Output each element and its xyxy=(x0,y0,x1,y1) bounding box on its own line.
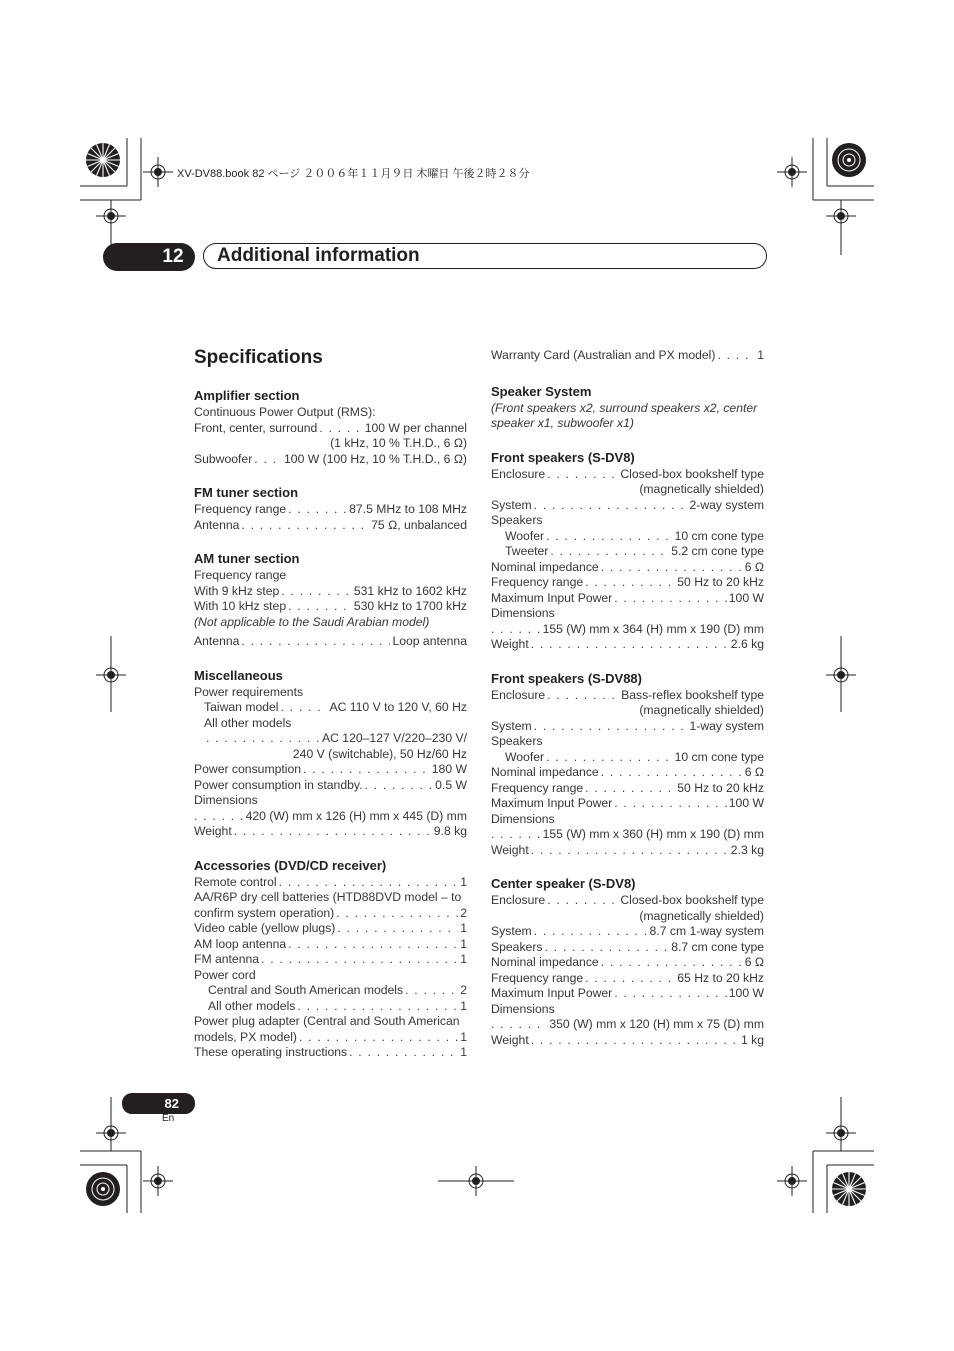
spec-row xyxy=(194,952,467,968)
spec-value: 100 W (100 Hz, 10 % T.H.D., 6 Ω) xyxy=(284,451,467,466)
miscellaneous-section xyxy=(194,668,467,840)
spec-value: 10 cm cone type xyxy=(674,528,764,543)
spec-row xyxy=(491,1017,764,1033)
spec-line: (magnetically shielded) xyxy=(639,703,764,717)
spec-value: 2 xyxy=(460,905,467,920)
spec-label: Enclosure xyxy=(491,893,546,907)
spec-value: 1 xyxy=(460,936,467,951)
front-speakers-sdv88-section xyxy=(491,671,764,859)
spec-label: Antenna xyxy=(194,517,240,532)
spec-line: (magnetically shielded) xyxy=(639,908,764,923)
spec-label: Nominal impedance xyxy=(491,955,599,969)
chapter-title: Additional information xyxy=(217,245,420,266)
spec-row xyxy=(491,750,764,766)
spec-row xyxy=(491,622,764,638)
section-title: Accessories (DVD/CD receiver) xyxy=(194,857,387,873)
spec-label: Weight xyxy=(194,824,232,838)
spec-row xyxy=(194,452,467,468)
spec-label: Tweeter xyxy=(505,544,549,558)
spec-line: Dimensions xyxy=(194,793,258,807)
spec-row xyxy=(194,421,467,437)
spec-line: AA/R6P dry cell batteries (HTD88DVD model – to xyxy=(194,890,462,904)
spec-row xyxy=(491,955,764,971)
spec-label: Maximum Input Power xyxy=(491,986,613,1000)
spec-row xyxy=(491,924,764,940)
section-title: AM tuner section xyxy=(194,551,300,566)
spec-label: Frequency range xyxy=(491,575,584,589)
spec-line: Power plug adapter (Central and South American xyxy=(194,1014,460,1028)
spec-label: Weight xyxy=(491,1032,529,1047)
page-title: Specifications xyxy=(194,347,323,368)
spec-label: System xyxy=(491,497,532,512)
spec-label: FM antenna xyxy=(194,952,260,966)
spec-line: Dimensions xyxy=(491,606,555,620)
spec-value: 531 kHz to 1602 kHz xyxy=(353,583,467,598)
spec-label: Taiwan model xyxy=(204,700,279,714)
spec-value: 65 Hz to 20 kHz xyxy=(677,970,764,985)
section-title: Amplifier section xyxy=(194,388,300,403)
spec-value: 2.6 kg xyxy=(730,637,764,651)
spec-line: Speakers xyxy=(491,513,543,527)
spec-line: All other models xyxy=(204,715,292,730)
spec-label: Enclosure xyxy=(491,466,546,481)
spec-value: 100 W xyxy=(728,986,764,1000)
spec-row xyxy=(194,762,467,778)
spec-label: Maximum Input Power xyxy=(491,590,613,605)
spec-line: Power requirements xyxy=(194,684,304,699)
spec-row xyxy=(194,731,467,747)
spec-row xyxy=(491,796,764,812)
spec-row xyxy=(491,637,764,653)
spec-value: Bass-reflex bookshelf type xyxy=(621,687,764,702)
spec-line: Speakers xyxy=(491,734,543,748)
spec-label: Woofer xyxy=(505,749,545,764)
spec-value: 155 (W) mm x 364 (H) mm x 190 (D) mm xyxy=(542,621,764,636)
spec-value: 2.3 kg xyxy=(730,842,764,857)
spec-row xyxy=(194,1045,467,1061)
spec-value: 2-way system xyxy=(689,497,764,512)
spec-line: Continuous Power Output (RMS): xyxy=(194,405,376,419)
spec-value: 6 Ω xyxy=(744,765,764,779)
spec-value: Loop antenna xyxy=(392,634,467,648)
left-column xyxy=(194,346,467,1079)
spec-label: System xyxy=(491,924,532,938)
spec-value: 1 xyxy=(460,998,467,1013)
accessories-section xyxy=(194,858,467,1061)
page-number-badge xyxy=(122,1093,195,1114)
spec-label: Nominal impedance xyxy=(491,765,599,779)
spec-label: Remote control xyxy=(194,874,277,889)
spec-value: 9.8 kg xyxy=(433,824,467,838)
spec-row xyxy=(491,719,764,735)
spec-row xyxy=(491,765,764,781)
spec-value: 350 (W) mm x 120 (H) mm x 75 (D) mm xyxy=(549,1017,764,1031)
spec-label: Front, center, surround xyxy=(194,420,318,435)
spec-value: 1 xyxy=(460,1029,467,1044)
spec-value: 1 xyxy=(460,921,467,935)
spec-row xyxy=(491,498,764,514)
spec-value: AC 110 V to 120 V, 60 Hz xyxy=(329,700,467,714)
amplifier-section xyxy=(194,388,467,467)
spec-label: Frequency range xyxy=(491,970,584,985)
spec-row xyxy=(194,1030,467,1046)
spec-label: Power consumption xyxy=(194,762,302,776)
spec-row xyxy=(491,591,764,607)
spec-row xyxy=(194,809,467,825)
right-column xyxy=(491,346,764,1066)
spec-value: 5.2 cm cone type xyxy=(671,544,764,558)
spec-row xyxy=(194,937,467,953)
spec-row xyxy=(194,778,467,794)
spec-label: Central and South American models xyxy=(208,983,404,997)
spec-label: All other models xyxy=(208,998,296,1013)
spec-label: Frequency range xyxy=(491,780,584,795)
section-title: FM tuner section xyxy=(194,485,299,500)
spec-row xyxy=(491,986,764,1002)
spec-label: Woofer xyxy=(505,528,545,543)
spec-label: With 10 kHz step xyxy=(194,599,287,613)
chapter-number: 12 xyxy=(162,246,184,267)
spec-value: 2 xyxy=(460,983,467,997)
spec-row xyxy=(491,560,764,576)
spec-label: Weight xyxy=(491,637,529,651)
spec-value: 75 Ω, unbalanced xyxy=(371,517,467,532)
spec-value: 180 W xyxy=(431,762,467,776)
spec-value: 8.7 cm cone type xyxy=(671,939,764,954)
spec-row xyxy=(491,843,764,859)
spec-value: 420 (W) mm x 126 (H) mm x 445 (D) mm xyxy=(245,808,467,823)
spec-value: 6 Ω xyxy=(744,559,764,574)
chapter-number-badge xyxy=(103,243,195,271)
section-title: Miscellaneous xyxy=(194,667,283,683)
spec-row xyxy=(491,1033,764,1049)
spec-row xyxy=(194,634,467,650)
spec-row xyxy=(194,824,467,840)
spec-label: Speakers xyxy=(491,939,543,954)
spec-row xyxy=(194,999,467,1015)
spec-value: 100 W xyxy=(728,796,764,810)
spec-line: Dimensions xyxy=(491,1001,555,1016)
spec-label: Maximum Input Power xyxy=(491,796,613,810)
spec-value: 87.5 MHz to 108 MHz xyxy=(349,502,467,516)
spec-row xyxy=(491,348,764,364)
front-speakers-sdv8-section xyxy=(491,450,764,653)
spec-value: Closed-box bookshelf type xyxy=(620,893,764,907)
spec-value: 6 Ω xyxy=(744,955,764,969)
chapter-title-box xyxy=(203,243,767,269)
center-speaker-sdv8-section xyxy=(491,876,764,1048)
spec-row xyxy=(491,781,764,797)
spec-label: Nominal impedance xyxy=(491,559,599,574)
spec-label: models, PX model) xyxy=(194,1029,297,1044)
spec-line: Frequency range xyxy=(194,568,287,582)
spec-row xyxy=(491,893,764,909)
spec-value: 100 W xyxy=(728,590,764,605)
spec-label: Antenna xyxy=(194,634,240,648)
page-language: En xyxy=(162,1113,175,1124)
section-title: Front speakers (S-DV8) xyxy=(491,449,635,465)
spec-value: 10 cm cone type xyxy=(674,749,764,764)
spec-value: 1 kg xyxy=(740,1032,764,1047)
spec-value: Closed-box bookshelf type xyxy=(620,466,764,481)
section-title: Front speakers (S-DV88) xyxy=(491,670,642,686)
spec-row xyxy=(491,575,764,591)
spec-label: Video cable (yellow plugs) xyxy=(194,921,336,935)
spec-value: 1 xyxy=(460,952,467,966)
spec-row xyxy=(491,688,764,704)
spec-note: (Front speakers x2, surround speakers x2, center speaker x1, subwoofer x1) xyxy=(491,400,758,430)
spec-label: System xyxy=(491,718,532,733)
spec-row xyxy=(491,940,764,956)
spec-value: 1 xyxy=(460,1045,467,1059)
spec-row xyxy=(491,544,764,560)
spec-line: Dimensions xyxy=(491,811,555,826)
spec-label: Subwoofer xyxy=(194,451,253,466)
print-header: XV-DV88.book 82 ページ ２００６年１１月９日 木曜日 午後２時２８分 xyxy=(177,168,530,180)
speaker-system-section xyxy=(491,384,764,432)
spec-value: 155 (W) mm x 360 (H) mm x 190 (D) mm xyxy=(542,827,764,841)
spec-value: 50 Hz to 20 kHz xyxy=(677,780,764,795)
spec-row xyxy=(491,529,764,545)
spec-line: (magnetically shielded) xyxy=(639,482,764,496)
spec-value: 0.5 W xyxy=(435,777,467,792)
spec-value: 50 Hz to 20 kHz xyxy=(677,575,764,589)
spec-label: AM loop antenna xyxy=(194,936,287,951)
spec-label: Frequency range xyxy=(194,502,287,516)
page-number: 82 xyxy=(164,1096,179,1111)
spec-value: 530 kHz to 1700 kHz xyxy=(353,599,467,613)
section-title: Speaker System xyxy=(491,383,592,399)
spec-label: confirm system operation) xyxy=(194,905,335,920)
spec-line: 240 V (switchable), 50 Hz/60 Hz xyxy=(292,746,467,761)
spec-label: These operating instructions xyxy=(194,1045,348,1059)
spec-label: Power consumption in standby. xyxy=(194,777,363,792)
spec-line: (1 kHz, 10 % T.H.D., 6 Ω) xyxy=(330,436,467,450)
section-title: Center speaker (S-DV8) xyxy=(491,876,636,891)
spec-value: 1 xyxy=(757,348,764,362)
spec-row xyxy=(491,827,764,843)
spec-line: Power cord xyxy=(194,967,256,982)
spec-row xyxy=(194,502,467,518)
spec-note: (Not applicable to the Saudi Arabian model) xyxy=(194,614,430,629)
spec-row xyxy=(194,518,467,534)
spec-row xyxy=(194,906,467,922)
spec-row xyxy=(491,467,764,483)
fm-tuner-section xyxy=(194,485,467,533)
spec-value: 1 xyxy=(460,874,467,889)
spec-label: With 9 kHz step xyxy=(194,583,280,598)
spec-row xyxy=(491,971,764,987)
spec-value: 8.7 cm 1-way system xyxy=(649,924,764,938)
spec-row xyxy=(194,584,467,600)
spec-row xyxy=(194,921,467,937)
spec-row xyxy=(194,700,467,716)
am-tuner-section xyxy=(194,551,467,650)
spec-value: 100 W per channel xyxy=(364,420,467,435)
spec-label: Weight xyxy=(491,842,529,857)
spec-value: AC 120–127 V/220–230 V/ xyxy=(321,731,467,745)
spec-row xyxy=(194,983,467,999)
spec-label: Warranty Card (Australian and PX model) xyxy=(491,348,716,362)
spec-row xyxy=(194,599,467,615)
spec-row xyxy=(194,875,467,891)
spec-label: Enclosure xyxy=(491,687,546,702)
spec-value: 1-way system xyxy=(689,718,764,733)
